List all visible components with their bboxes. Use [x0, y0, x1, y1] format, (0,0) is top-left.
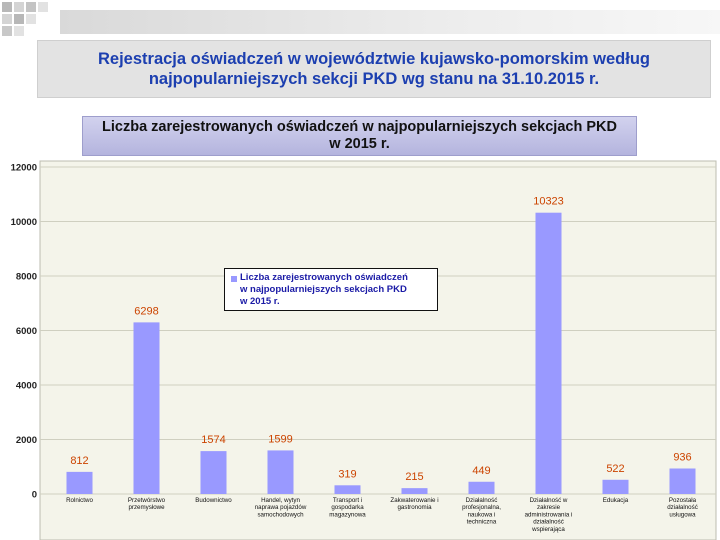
category-label: Edukacja: [602, 497, 629, 504]
header-bar: [60, 10, 720, 34]
category-label: Transport i gospodarka magazynowa: [329, 497, 366, 519]
bar: [670, 468, 696, 494]
corner-decoration: [0, 0, 60, 45]
bar: [134, 322, 160, 494]
bar: [603, 480, 629, 494]
bar-value-label: 522: [606, 462, 625, 475]
bar: [67, 472, 93, 494]
y-axis: [11, 163, 37, 501]
chart-title-box: [82, 116, 637, 156]
category-label: Budownictwo: [195, 497, 232, 504]
y-tick-label: 6000: [15, 326, 37, 337]
bar-value-label: 812: [70, 454, 89, 467]
bar: [201, 451, 227, 494]
bar-value-label: 215: [405, 471, 424, 484]
y-tick-label: 10000: [10, 217, 37, 228]
category-label: Rolnictwo: [66, 497, 93, 504]
bar-value-label: 319: [338, 468, 357, 481]
y-tick-label: 4000: [15, 380, 37, 392]
chart-title: Liczba zarejestrowanych oświadczeń w najpopularniejszych sekcjach PKD w 2015 r.: [102, 119, 617, 152]
y-tick-label: 8000: [15, 271, 37, 283]
category-label: Handel, wytyn naprawa pojazdów samochodowych: [254, 497, 307, 519]
bar-value-label: 1574: [201, 434, 226, 447]
category-label: Działalność w zakresie administrowania i działalność wspierająca: [524, 497, 573, 533]
bar-value-label: 6298: [134, 305, 159, 318]
bar-value-label: 936: [673, 451, 692, 464]
bar: [268, 450, 294, 494]
legend-swatch: [231, 276, 237, 282]
y-tick-label: 12000: [10, 162, 37, 174]
bar: [469, 482, 495, 494]
bar: [402, 488, 428, 494]
y-tick-label: 2000: [15, 435, 37, 446]
legend-label: Liczba zarejestrowanych oświadczeń w najpopularniejszych sekcjach PKD w 2015 r.: [240, 272, 408, 307]
y-tick-label: 0: [31, 489, 37, 501]
category-label: Działalność profesjonalna, naukowa i techniczna: [462, 497, 501, 526]
slide-title-box: [37, 40, 711, 98]
category-label: Pozostała działalność usługowa: [667, 497, 698, 519]
legend: [224, 268, 438, 311]
bar-value-label: 1599: [268, 433, 293, 446]
category-label: Zakwaterowanie i gastronomia: [390, 497, 439, 512]
bar-chart: [0, 158, 720, 540]
bar: [335, 485, 361, 494]
bar: [536, 213, 562, 494]
bar-value-label: 449: [472, 464, 491, 477]
slide-title: Rejestracja oświadczeń w województwie kujawsko-pomorskim według najpopularniejszych sekcji PKD wg stanu na 31.10.2015 r.: [98, 50, 650, 88]
category-label: Przetwórstwo przemysłowe: [127, 497, 166, 512]
bar-value-label: 10323: [533, 195, 564, 208]
